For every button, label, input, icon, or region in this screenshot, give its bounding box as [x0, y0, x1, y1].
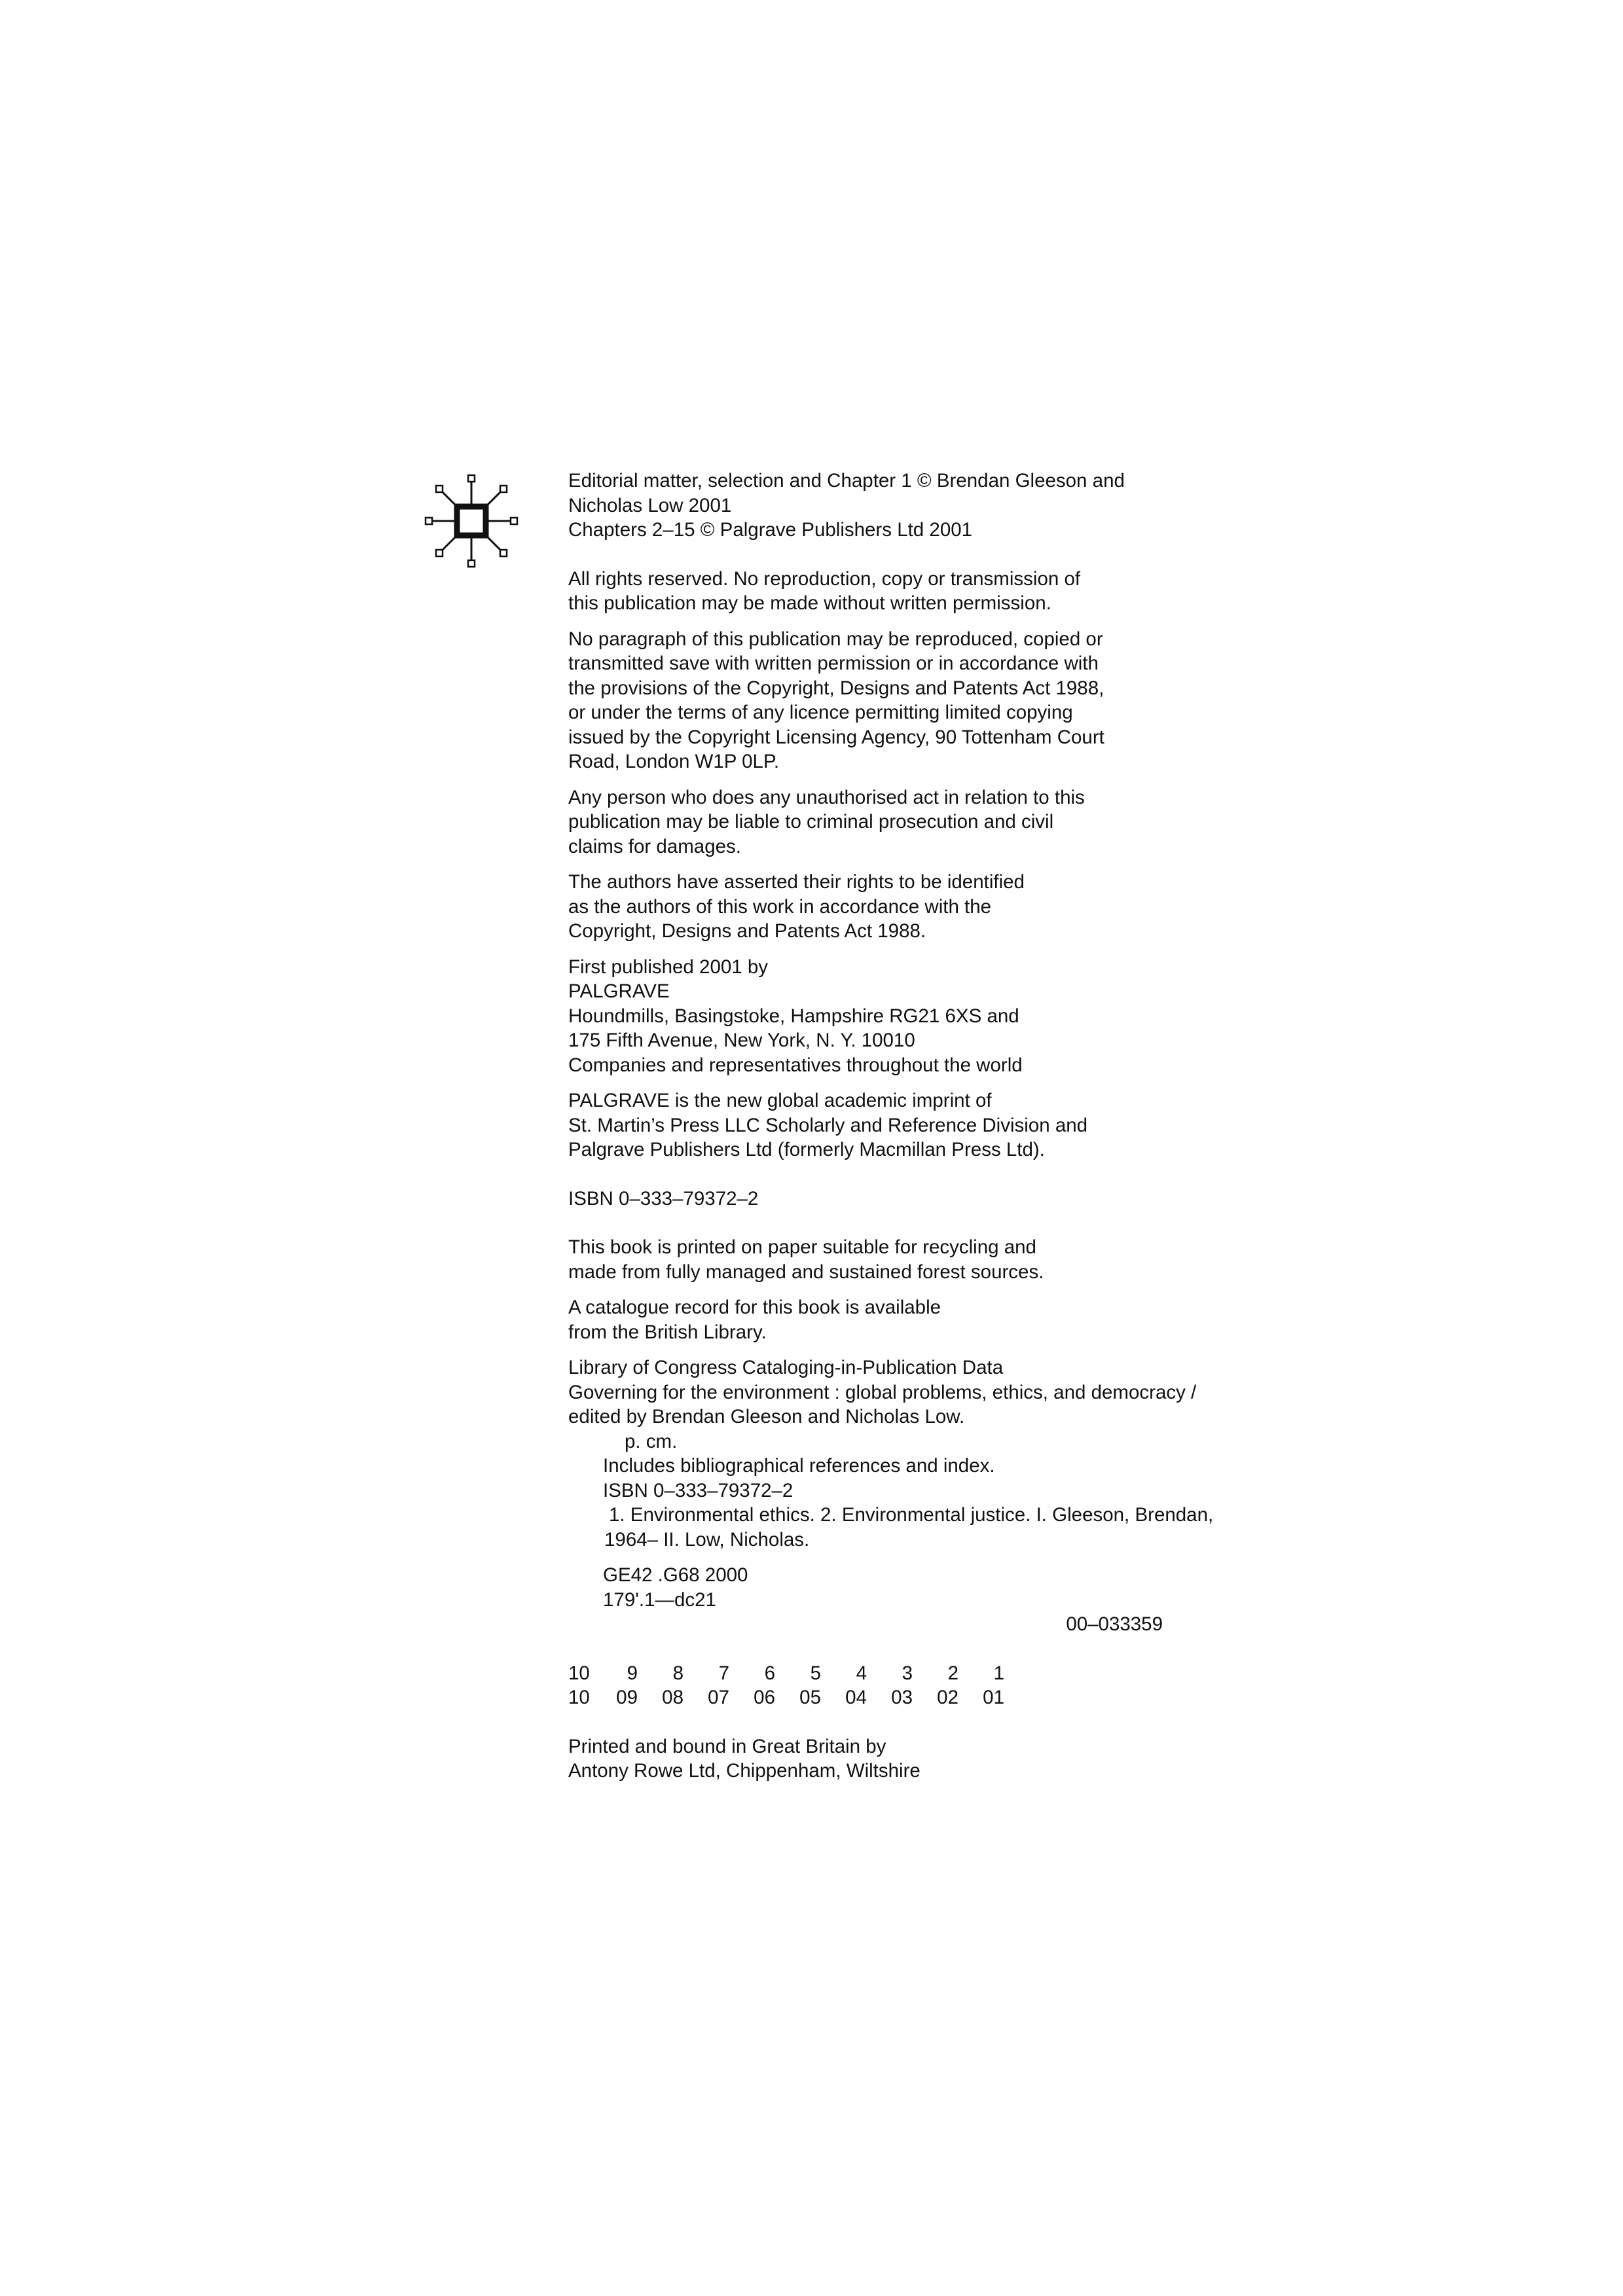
text-line: transmitted save with written permission or in accordance with [568, 653, 1099, 674]
year-number: 03 [891, 1687, 913, 1708]
text-line: This book is printed on paper suitable for recycling and [568, 1236, 1036, 1258]
year-number: 07 [708, 1687, 729, 1708]
loc-classification: 179'.1—dc21 [603, 1588, 716, 1611]
text-line: the provisions of the Copyright, Designs and Patents Act 1988, [568, 677, 1104, 699]
year-number: 02 [937, 1687, 958, 1708]
printing-number: 2 [947, 1662, 958, 1684]
loc-subjects: 1. Environmental ethics. 2. Environmental justice. I. Gleeson, Brendan, [609, 1504, 1214, 1526]
loc-isbn: ISBN 0–333–79372–2 [603, 1479, 793, 1501]
text-line: made from fully managed and sustained forest sources. [568, 1261, 1044, 1283]
printing-number-row [568, 1661, 1302, 1686]
text-line: All rights reserved. No reproduction, copy or transmission of [568, 567, 1081, 590]
loc-heading: Library of Congress Cataloging-in-Publication Data [568, 1357, 1004, 1378]
copyright-line: Chapters 2–15 © Palgrave Publishers Ltd 2001 [568, 519, 973, 541]
copyright-notice [568, 469, 1302, 543]
text-line: Companies and representatives throughout the world [568, 1054, 1023, 1076]
publisher-info [568, 955, 1302, 1078]
rights-reserved [568, 567, 1302, 616]
printer-info [568, 1734, 1302, 1784]
text-line: The authors have asserted their rights to be identified [568, 871, 1025, 893]
imprint-notice [568, 1088, 1302, 1162]
printing-number: 10 [568, 1662, 590, 1684]
printing-number: 8 [672, 1662, 684, 1684]
publisher-name: PALGRAVE [568, 980, 670, 1002]
year-number: 10 [568, 1687, 590, 1708]
copyright-line: Editorial matter, selection and Chapter 1 © Brendan Gleeson and [568, 470, 1125, 492]
text-line: issued by the Copyright Licensing Agency, 90 Tottenham Court [568, 726, 1104, 748]
text-line: Any person who does any unauthorised act in relation to this [568, 786, 1085, 808]
copyright-page-text [568, 469, 1302, 1795]
text-line: from the British Library. [568, 1321, 767, 1343]
text-line: publication may be liable to criminal prosecution and civil [568, 811, 1054, 833]
text-line: this publication may be made without written permission. [568, 592, 1051, 614]
text-line: claims for damages. [568, 835, 741, 857]
catalogue-notice [568, 1295, 1302, 1344]
printing-number: 9 [627, 1662, 638, 1684]
text-line: Copyright, Designs and Patents Act 1988. [568, 920, 926, 942]
palgrave-star-icon [419, 469, 524, 573]
loc-title: edited by Brendan Gleeson and Nicholas Low. [568, 1406, 965, 1427]
year-number: 01 [983, 1687, 1004, 1708]
isbn-line: ISBN 0–333–79372–2 [568, 1187, 759, 1210]
text-line: Palgrave Publishers Ltd (formerly Macmillan Press Ltd). [568, 1139, 1045, 1160]
printing-number: 3 [902, 1662, 913, 1684]
year-number: 06 [754, 1687, 775, 1708]
authors-rights-notice [568, 870, 1302, 944]
printing-number: 5 [810, 1662, 821, 1684]
year-number: 09 [616, 1687, 638, 1708]
loc-pcm: p. cm. [625, 1430, 678, 1452]
text-line: as the authors of this work in accordance with the [568, 895, 992, 918]
printing-number: 1 [993, 1662, 1004, 1684]
year-number-row [568, 1685, 1302, 1710]
publisher-logo [419, 469, 524, 573]
text-line: Road, London W1P 0LP. [568, 751, 780, 772]
text-line: St. Martin’s Press LLC Scholarly and Reference Division and [568, 1114, 1088, 1136]
text-line: No paragraph of this publication may be reproduced, copied or [568, 628, 1103, 650]
loc-title: Governing for the environment : global problems, ethics, and democracy / [568, 1381, 1197, 1403]
printing-history [568, 1661, 1302, 1710]
no-paragraph-notice [568, 627, 1302, 774]
loc-subjects: 1964– II. Low, Nicholas. [604, 1528, 810, 1551]
paper-notice [568, 1235, 1302, 1284]
loc-classification: GE42 .G68 2000 [603, 1564, 748, 1586]
text-line: PALGRAVE is the new global academic imprint of [568, 1090, 992, 1111]
text-line: Antony Rowe Ltd, Chippenham, Wiltshire [568, 1760, 921, 1782]
loc-cip-data [568, 1355, 1302, 1637]
loc-control-number: 00–033359 [1066, 1613, 1163, 1635]
text-line: First published 2001 by [568, 956, 769, 978]
text-line: Printed and bound in Great Britain by [568, 1735, 886, 1757]
publisher-address: 175 Fifth Avenue, New York, N. Y. 10010 [568, 1030, 915, 1051]
printing-number: 7 [718, 1662, 729, 1684]
loc-includes: Includes bibliographical references and index. [603, 1455, 995, 1477]
year-number: 05 [799, 1687, 821, 1708]
year-number: 08 [662, 1687, 684, 1708]
text-line: or under the terms of any licence permitting limited copying [568, 702, 1073, 723]
printing-number: 4 [856, 1662, 867, 1684]
unauthorised-act-notice [568, 785, 1302, 859]
copyright-line: Nicholas Low 2001 [568, 494, 732, 516]
year-number: 04 [845, 1687, 867, 1708]
isbn [568, 1187, 1302, 1211]
printing-number: 6 [764, 1662, 775, 1684]
text-line: A catalogue record for this book is available [568, 1297, 941, 1318]
publisher-address: Houndmills, Basingstoke, Hampshire RG21 6XS and [568, 1005, 1019, 1027]
